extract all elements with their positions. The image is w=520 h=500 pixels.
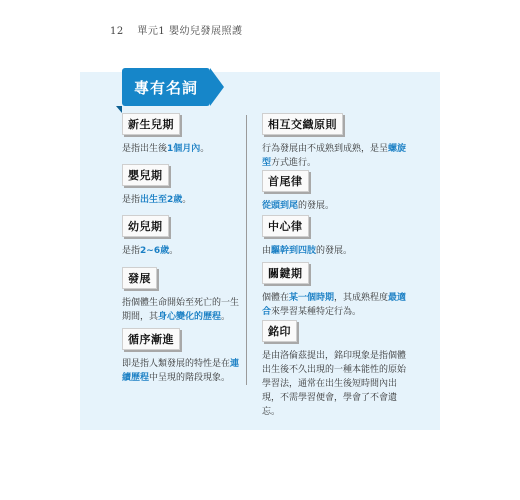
highlighted-text: 身心變化的歷程 bbox=[158, 312, 222, 322]
description-text: ，其成熟程度 bbox=[334, 293, 389, 303]
term-label: 發展 bbox=[122, 267, 157, 289]
term-toddler bbox=[122, 215, 237, 258]
description-text: 中呈現的階段現象。 bbox=[149, 373, 231, 383]
description-text: 個體在 bbox=[262, 293, 290, 303]
description-text: 。 bbox=[169, 246, 179, 256]
highlighted-text: 從頭到尾 bbox=[262, 201, 299, 211]
term-cephalocaudal bbox=[262, 170, 412, 213]
page-number: 12 bbox=[110, 26, 124, 37]
description-text: 是由洛倫茲提出，銘印現象是指個體出生後不久出現的一種本能性的原始學習法，通常在出生後短時間內出現，不需學習便會，學會了不會遺忘。 bbox=[262, 351, 407, 417]
term-label: 關鍵期 bbox=[262, 262, 309, 284]
term-description bbox=[122, 296, 242, 324]
term-label: 循序漸進 bbox=[122, 328, 180, 350]
highlighted-text: 驅幹到四肢 bbox=[271, 246, 317, 256]
term-sequential bbox=[122, 328, 242, 385]
unit-label: 單元1 bbox=[137, 26, 166, 37]
description-text: 即是指人類發展的特性是在 bbox=[122, 359, 231, 369]
term-description bbox=[122, 193, 237, 207]
term-description bbox=[262, 244, 412, 258]
description-text: 指個體生命開始至死亡的一生期間，其 bbox=[122, 298, 240, 322]
term-description bbox=[262, 291, 412, 319]
highlighted-text: 1個月內 bbox=[167, 144, 201, 154]
term-description bbox=[262, 349, 412, 419]
term-description bbox=[122, 357, 242, 385]
column-divider bbox=[246, 115, 247, 385]
description-text: 是指 bbox=[122, 195, 141, 205]
term-label: 相互交織原則 bbox=[262, 113, 343, 135]
highlighted-text: 某一個時期 bbox=[289, 293, 335, 303]
term-label: 嬰兒期 bbox=[122, 164, 169, 186]
term-development bbox=[122, 267, 242, 324]
description-text: 。 bbox=[200, 144, 210, 154]
highlighted-text: 2∼6歲 bbox=[140, 246, 170, 256]
section-title: 專有名詞 bbox=[133, 78, 198, 97]
term-description bbox=[122, 244, 237, 258]
page-header bbox=[110, 22, 242, 37]
highlighted-text: 最適合 bbox=[262, 293, 407, 317]
section-title-tab bbox=[122, 68, 210, 106]
term-description bbox=[122, 142, 237, 156]
description-text: 。 bbox=[182, 195, 192, 205]
term-description bbox=[262, 199, 412, 213]
term-imprinting bbox=[262, 320, 412, 419]
highlighted-text: 螺旋型 bbox=[262, 144, 407, 168]
description-text: 是指出生後 bbox=[122, 144, 168, 154]
description-text: 由 bbox=[262, 246, 272, 256]
description-text: 行為發展由不成熟到成熟，是呈 bbox=[262, 144, 389, 154]
term-label: 幼兒期 bbox=[122, 215, 169, 237]
description-text: 的發展。 bbox=[316, 246, 353, 256]
description-text: 來學習某種特定行為。 bbox=[271, 307, 362, 317]
chapter-title: 嬰幼兒發展照護 bbox=[168, 26, 243, 37]
term-label: 首尾律 bbox=[262, 170, 309, 192]
term-interweaving bbox=[262, 113, 412, 170]
term-label: 中心律 bbox=[262, 215, 309, 237]
term-description bbox=[262, 142, 412, 170]
term-infancy bbox=[122, 164, 237, 207]
term-newborn bbox=[122, 113, 237, 156]
highlighted-text: 連續歷程 bbox=[122, 359, 240, 383]
description-text: 方式進行。 bbox=[271, 158, 317, 168]
description-text: 是指 bbox=[122, 246, 141, 256]
term-critical-period bbox=[262, 262, 412, 319]
description-text: 的發展。 bbox=[298, 201, 335, 211]
term-label: 新生兒期 bbox=[122, 113, 180, 135]
term-proximodistal bbox=[262, 215, 412, 258]
term-label: 銘印 bbox=[262, 320, 297, 342]
highlighted-text: 出生至2歲 bbox=[140, 195, 183, 205]
description-text: 。 bbox=[221, 312, 231, 322]
